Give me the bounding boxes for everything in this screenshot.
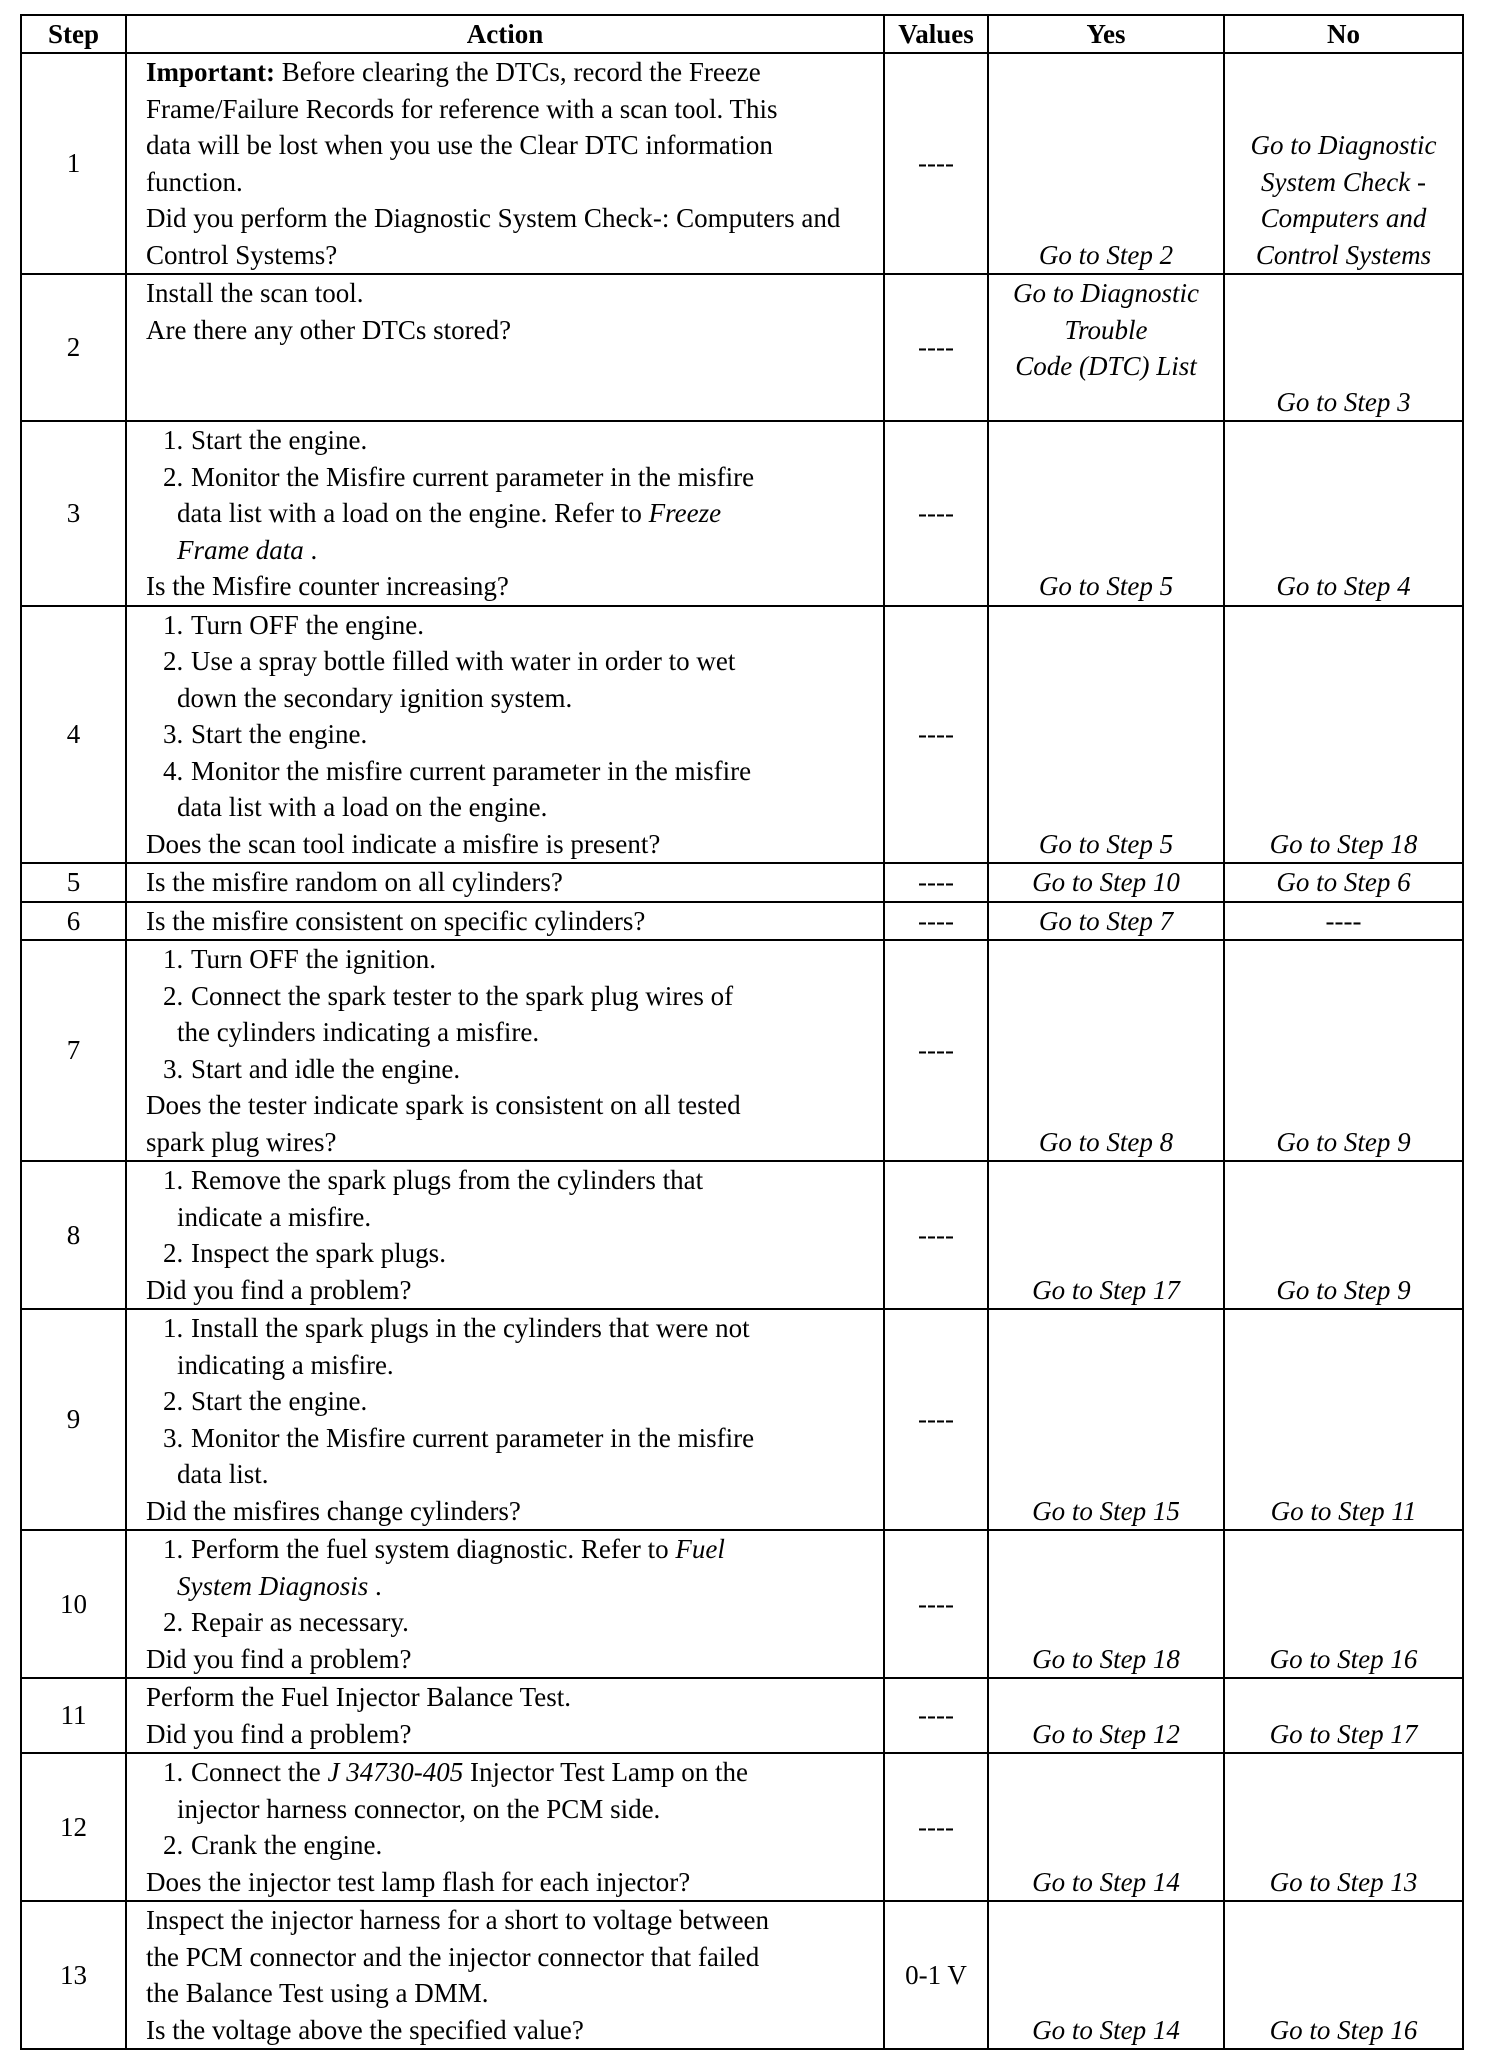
header-no: No [1224, 15, 1463, 53]
values-cell: ---- [884, 1161, 988, 1309]
values-cell: 0-1 V [884, 1901, 988, 2049]
table-row [21, 1901, 1463, 2049]
yes-cell: Go to Step 7 [988, 902, 1224, 941]
action-cell: Install the scan tool. Are there any other DTCs stored? [126, 274, 884, 421]
yes-cell: Go to Step 14 [988, 1901, 1224, 2049]
action-cell: Inspect the injector harness for a short to voltage between the PCM connector and the injector connector that failed the Balance Test using a DMM. Is the voltage above the specified value? [126, 1901, 884, 2049]
table-row [21, 53, 1463, 274]
step-number: 2 [21, 274, 126, 421]
table-row [21, 421, 1463, 606]
no-cell: Go to Step 16 [1224, 1901, 1463, 2049]
no-cell: Go to Step 4 [1224, 421, 1463, 606]
yes-cell: Go to Diagnostic Trouble Code (DTC) List [988, 274, 1224, 421]
no-cell: Go to Step 11 [1224, 1309, 1463, 1530]
step-number: 12 [21, 1753, 126, 1901]
values-cell: ---- [884, 53, 988, 274]
yes-cell: Go to Step 17 [988, 1161, 1224, 1309]
values-cell: ---- [884, 940, 988, 1161]
action-cell: 1. Perform the fuel system diagnostic. Refer to Fuel System Diagnosis . 2. Repair as necessary. Did you find a problem? [126, 1530, 884, 1678]
table-row [21, 940, 1463, 1161]
no-cell: Go to Step 6 [1224, 863, 1463, 902]
header-action: Action [126, 15, 884, 53]
no-cell: ---- [1224, 902, 1463, 941]
table-row [21, 1309, 1463, 1530]
no-cell: Go to Step 9 [1224, 940, 1463, 1161]
step-number: 7 [21, 940, 126, 1161]
action-cell: Important: Before clearing the DTCs, record the Freeze Frame/Failure Records for reference with a scan tool. This data will be lost when you use the Clear DTC information function. Did you perform the Diagnostic System Check-: Computers and Control Systems? [126, 53, 884, 274]
yes-cell: Go to Step 5 [988, 606, 1224, 864]
values-cell: ---- [884, 421, 988, 606]
table-row [21, 902, 1463, 941]
action-cell: 1. Turn OFF the engine. 2. Use a spray bottle filled with water in order to wet down the secondary ignition system. 3. Start the engine. 4. Monitor the misfire current parameter in the misfire data list with a load on the engine. Does the scan tool indicate a misfire is present? [126, 606, 884, 864]
table-row [21, 606, 1463, 864]
header-step: Step [21, 15, 126, 53]
values-cell: ---- [884, 606, 988, 864]
no-cell: Go to Step 3 [1224, 274, 1463, 421]
action-cell: Is the misfire random on all cylinders? [126, 863, 884, 902]
header-yes: Yes [988, 15, 1224, 53]
frame-data-link[interactable]: Frame data [177, 534, 304, 565]
tool-link[interactable]: J 34730-405 [327, 1757, 464, 1787]
no-cell: Go to Step 17 [1224, 1678, 1463, 1753]
table-row [21, 1678, 1463, 1753]
values-cell: ---- [884, 1309, 988, 1530]
step-number: 13 [21, 1901, 126, 2049]
yes-cell: Go to Step 10 [988, 863, 1224, 902]
yes-cell: Go to Step 2 [988, 53, 1224, 274]
yes-cell: Go to Step 5 [988, 421, 1224, 606]
important-label: Important: [146, 57, 275, 87]
yes-cell: Go to Step 18 [988, 1530, 1224, 1678]
table-row [21, 274, 1463, 421]
step-number: 3 [21, 421, 126, 606]
action-cell: 1. Remove the spark plugs from the cylinders that indicate a misfire. 2. Inspect the spark plugs. Did you find a problem? [126, 1161, 884, 1309]
step-number: 11 [21, 1678, 126, 1753]
step-number: 9 [21, 1309, 126, 1530]
action-cell: 1. Start the engine. 2. Monitor the Misfire current parameter in the misfire data list with a load on the engine. Refer to Freeze Frame data . Is the Misfire counter increasing? [126, 421, 884, 606]
values-cell: ---- [884, 1753, 988, 1901]
step-number: 6 [21, 902, 126, 941]
action-cell: 1. Connect the J 34730-405 Injector Test Lamp on the injector harness connector, on the PCM side. 2. Crank the engine. Does the injector test lamp flash for each injector? [126, 1753, 884, 1901]
yes-cell: Go to Step 15 [988, 1309, 1224, 1530]
step-number: 8 [21, 1161, 126, 1309]
action-cell: Perform the Fuel Injector Balance Test. Did you find a problem? [126, 1678, 884, 1753]
no-cell: Go to Step 16 [1224, 1530, 1463, 1678]
header-values: Values [884, 15, 988, 53]
no-cell: Go to Step 13 [1224, 1753, 1463, 1901]
yes-cell: Go to Step 14 [988, 1753, 1224, 1901]
step-number: 10 [21, 1530, 126, 1678]
action-cell: Is the misfire consistent on specific cylinders? [126, 902, 884, 941]
values-cell: ---- [884, 1530, 988, 1678]
header-row [21, 15, 1463, 53]
table-row [21, 1161, 1463, 1309]
action-cell: 1. Install the spark plugs in the cylinders that were not indicating a misfire. 2. Start the engine. 3. Monitor the Misfire current parameter in the misfire data list. Did the misfires change cylinders? [126, 1309, 884, 1530]
step-number: 1 [21, 53, 126, 274]
no-cell: Go to Step 9 [1224, 1161, 1463, 1309]
diagnostic-table [20, 14, 1464, 2050]
step-number: 5 [21, 863, 126, 902]
system-diagnosis-link[interactable]: System Diagnosis [177, 1570, 369, 1601]
values-cell: ---- [884, 1678, 988, 1753]
fuel-link[interactable]: Fuel [675, 1534, 725, 1564]
no-cell: Go to Diagnostic System Check - Computers and Control Systems [1224, 53, 1463, 274]
no-cell: Go to Step 18 [1224, 606, 1463, 864]
yes-cell: Go to Step 12 [988, 1678, 1224, 1753]
freeze-link[interactable]: Freeze [648, 498, 722, 528]
values-cell: ---- [884, 902, 988, 941]
values-cell: ---- [884, 863, 988, 902]
table-row [21, 863, 1463, 902]
table-row [21, 1753, 1463, 1901]
table-row [21, 1530, 1463, 1678]
action-cell: 1. Turn OFF the ignition. 2. Connect the spark tester to the spark plug wires of the cylinders indicating a misfire. 3. Start and idle the engine. Does the tester indicate spark is consistent on all tested spark plug wires? [126, 940, 884, 1161]
step-number: 4 [21, 606, 126, 864]
yes-cell: Go to Step 8 [988, 940, 1224, 1161]
values-cell: ---- [884, 274, 988, 421]
